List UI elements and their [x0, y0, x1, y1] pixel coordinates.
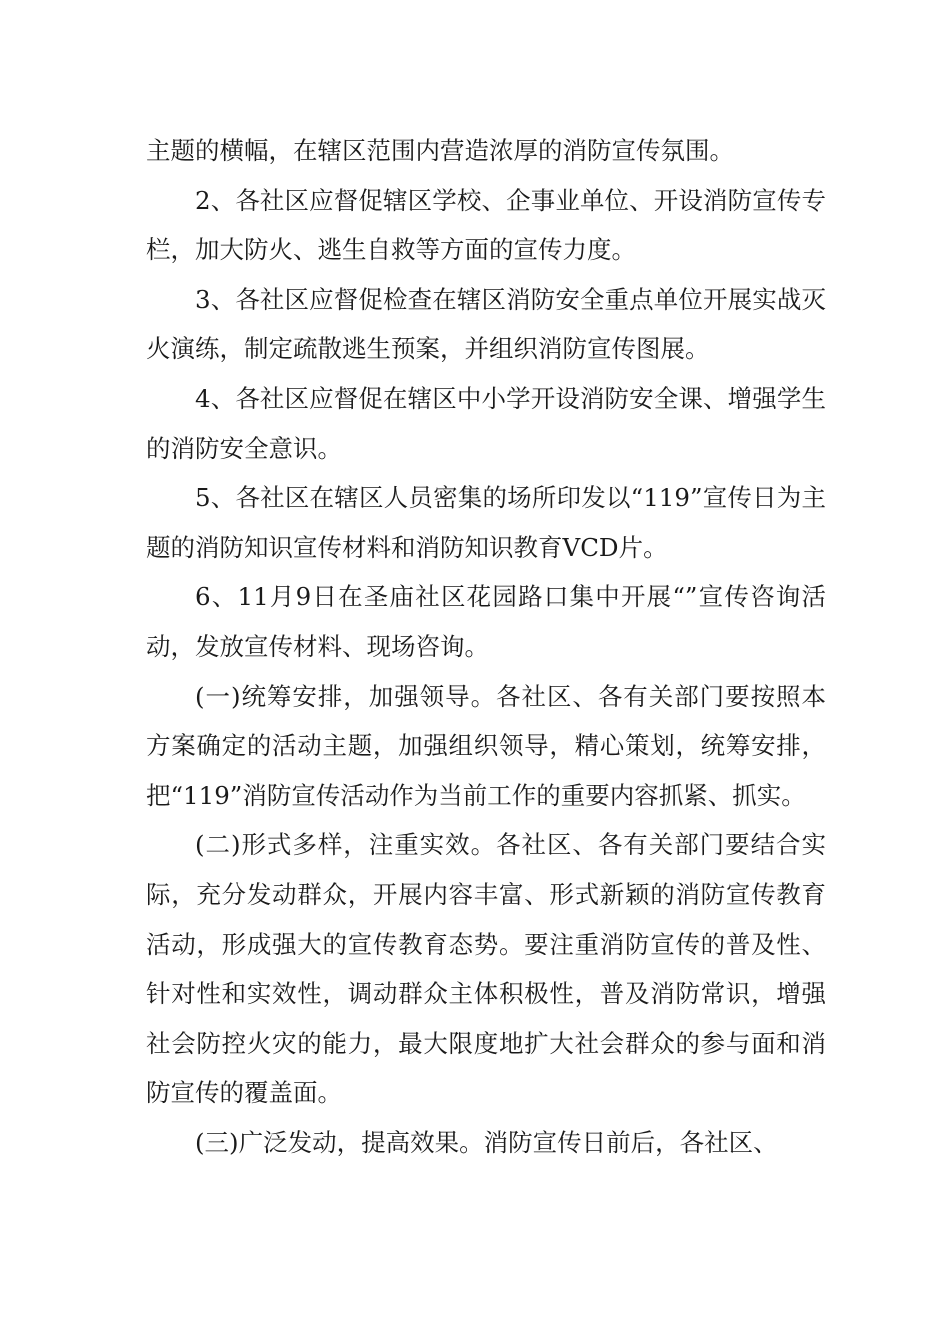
paragraph-banner-continuation: 主题的横幅，在辖区范围内营造浓厚的消防宣传氛围。 [146, 136, 734, 165]
paragraph-item-6: 6、11月9日在圣庙社区花园路口集中开展“”宣传咨询活动，发放宣传材料、现场咨询。 [146, 582, 826, 661]
paragraph-item-4: 4、各社区应督促在辖区中小学开设消防安全课、增强学生的消防安全意识。 [146, 383, 826, 463]
paragraph-section-1: (一)统筹安排，加强领导。各社区、各有关部门要按照本方案确定的活动主题，加强组织领导，精心策划，统筹安排，把“119”消防宣传活动作为当前工作的重要内容抓紧、抓实。 [146, 681, 826, 810]
document-body [146, 126, 826, 1167]
paragraph-item-5: 5、各社区在辖区人员密集的场所印发以“119”宣传日为主题的消防知识宣传材料和消防知识教育VCD片。 [146, 483, 826, 562]
paragraph-section-2: (二)形式多样，注重实效。各社区、各有关部门要结合实际，充分发动群众，开展内容丰富、形式新颖的消防宣传教育活动，形成强大的宣传教育态势。要注重消防宣传的普及性、针对性和实效性，调动群众主体积极性，普及消防常识，增强社会防控火灾的能力，最大限度地扩大社会群众的参与面和消防宣传的覆盖面。 [146, 830, 826, 1108]
paragraph-item-3: 3、各社区应督促检查在辖区消防安全重点单位开展实战灭火演练，制定疏散逃生预案，并组织消防宣传图展。 [146, 284, 826, 364]
paragraph-section-3: (三)广泛发动，提高效果。消防宣传日前后，各社区、 [195, 1127, 778, 1157]
paragraph-item-2: 2、各社区应督促辖区学校、企事业单位、开设消防宣传专栏，加大防火、逃生自救等方面的宣传力度。 [146, 185, 826, 265]
